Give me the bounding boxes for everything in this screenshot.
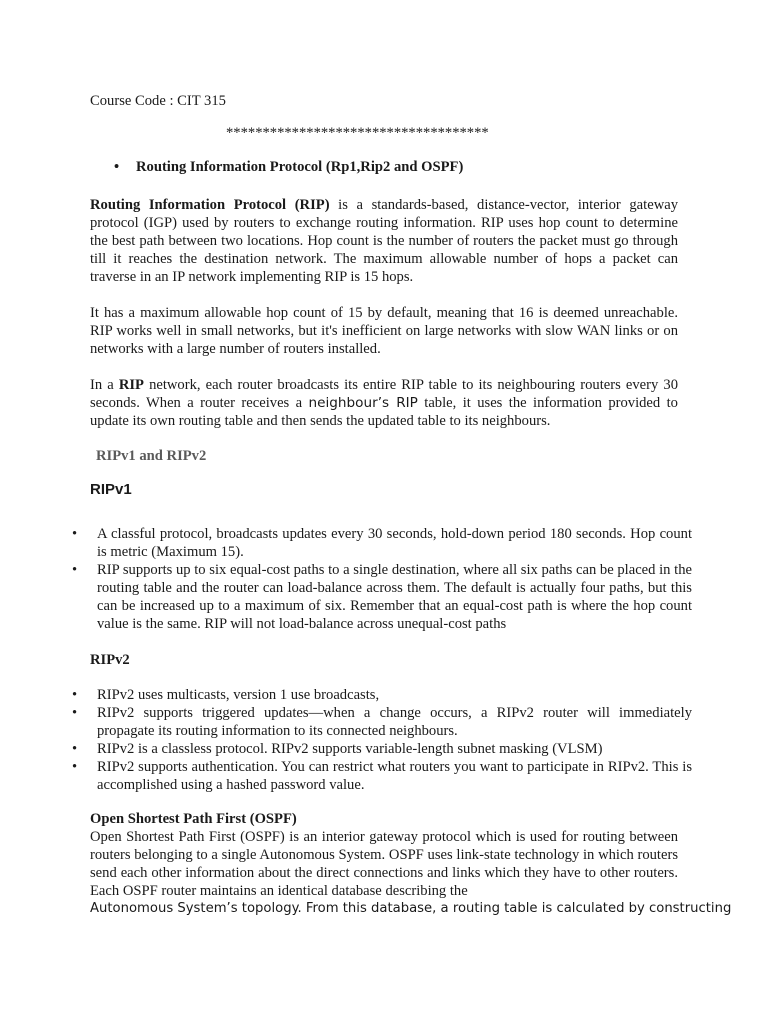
ripv2-list xyxy=(72,686,692,794)
list-item-text: RIPv2 uses multicasts, version 1 use broadcasts, xyxy=(97,687,380,703)
list-item xyxy=(72,758,692,794)
ospf-heading: Open Shortest Path First (OSPF) xyxy=(90,811,297,827)
ripv2-heading: RIPv2 xyxy=(90,652,130,668)
bullet-icon: • xyxy=(72,687,78,703)
ripv1-heading: RIPv1 xyxy=(90,481,132,498)
course-code: Course Code : CIT 315 xyxy=(90,93,226,109)
separator: ************************************ xyxy=(226,125,489,141)
list-item-text: RIPv2 supports triggered updates—when a change occurs, a RIPv2 router will immediately propagate its routing information to its connected neighbours. xyxy=(97,705,692,739)
bullet-icon: • xyxy=(72,705,78,721)
list-item-text: RIPv2 is a classless protocol. RIPv2 supports variable-length subnet masking (VLSM) xyxy=(97,741,603,757)
list-item xyxy=(72,740,692,758)
ospf-paragraph: Open Shortest Path First (OSPF) is an interior gateway protocol which is used for routing between routers belonging to a single Autonomous System. OSPF uses link-state technology in which routers send each other information about the direct connections and links which they have to other routers. Each OSPF router maintains an identical database describing the xyxy=(90,829,678,899)
ospf-paragraph-last-line: Autonomous System’s topology. From this database, a routing table is calculated by constructing xyxy=(90,901,732,916)
bullet-icon: • xyxy=(72,741,78,757)
bullet-icon: • xyxy=(72,526,78,542)
para3-prefix: In a xyxy=(90,377,119,393)
para3-text-b: neighbour’s RIP xyxy=(308,395,418,411)
list-item-text: RIP supports up to six equal-cost paths to a single destination, where all six paths can be placed in the routing table and the router can load-balance across them. The default is actually four paths, but this can be increased up to a maximum of six. Remember that an equal-cost path is where the hop count value is the same. RIP will not load-balance across unequal-cost paths xyxy=(97,562,692,632)
intro-term: Routing Information Protocol (RIP) xyxy=(90,197,330,213)
bullet-icon: • xyxy=(72,759,78,775)
para3-text-a: network, each router broadcasts its entire RIP table to its neighbouring routers every 30 seconds. When a router receives a xyxy=(90,377,678,411)
list-item xyxy=(72,704,692,740)
intro-paragraph xyxy=(90,196,678,286)
list-item-text: A classful protocol, broadcasts updates every 30 seconds, hold-down period 180 seconds. Hop count is metric (Maximum 15). xyxy=(97,526,692,560)
bullet-icon: • xyxy=(72,562,78,578)
list-item xyxy=(72,525,692,561)
intro-text: is a standards-based, distance-vector, interior gateway protocol (IGP) used by routers to exchange routing information. RIP uses hop count to determine the best path between two locations. Hop count is the number of routers the packet must go through till it reaches the destination network. The maximum allowable number of hops a packet can traverse in an IP network implementing RIP is 15 hops. xyxy=(90,197,679,285)
para3-text-c: table, it uses the information provided to update its own routing table and then sends the updated table to its neighbours. xyxy=(90,395,678,429)
list-item xyxy=(72,686,692,704)
section-title-bullet: • xyxy=(114,159,120,175)
section-title: Routing Information Protocol (Rp1,Rip2 and OSPF) xyxy=(136,159,464,175)
para3-term: RIP xyxy=(118,377,144,393)
list-item xyxy=(72,561,692,633)
list-item-text: RIPv2 supports authentication. You can restrict what routers you want to participate in RIPv2. This is accomplished using a hashed password value. xyxy=(97,759,692,793)
broadcast-paragraph xyxy=(90,376,678,430)
hop-count-paragraph: It has a maximum allowable hop count of 15 by default, meaning that 16 is deemed unreachable. RIP works well in small networks, but it's inefficient on large networks with slow WAN links or on networks with a large number of routers installed. xyxy=(90,305,678,357)
ripv1-ripv2-heading: RIPv1 and RIPv2 xyxy=(96,448,207,464)
ripv1-list xyxy=(72,525,692,633)
